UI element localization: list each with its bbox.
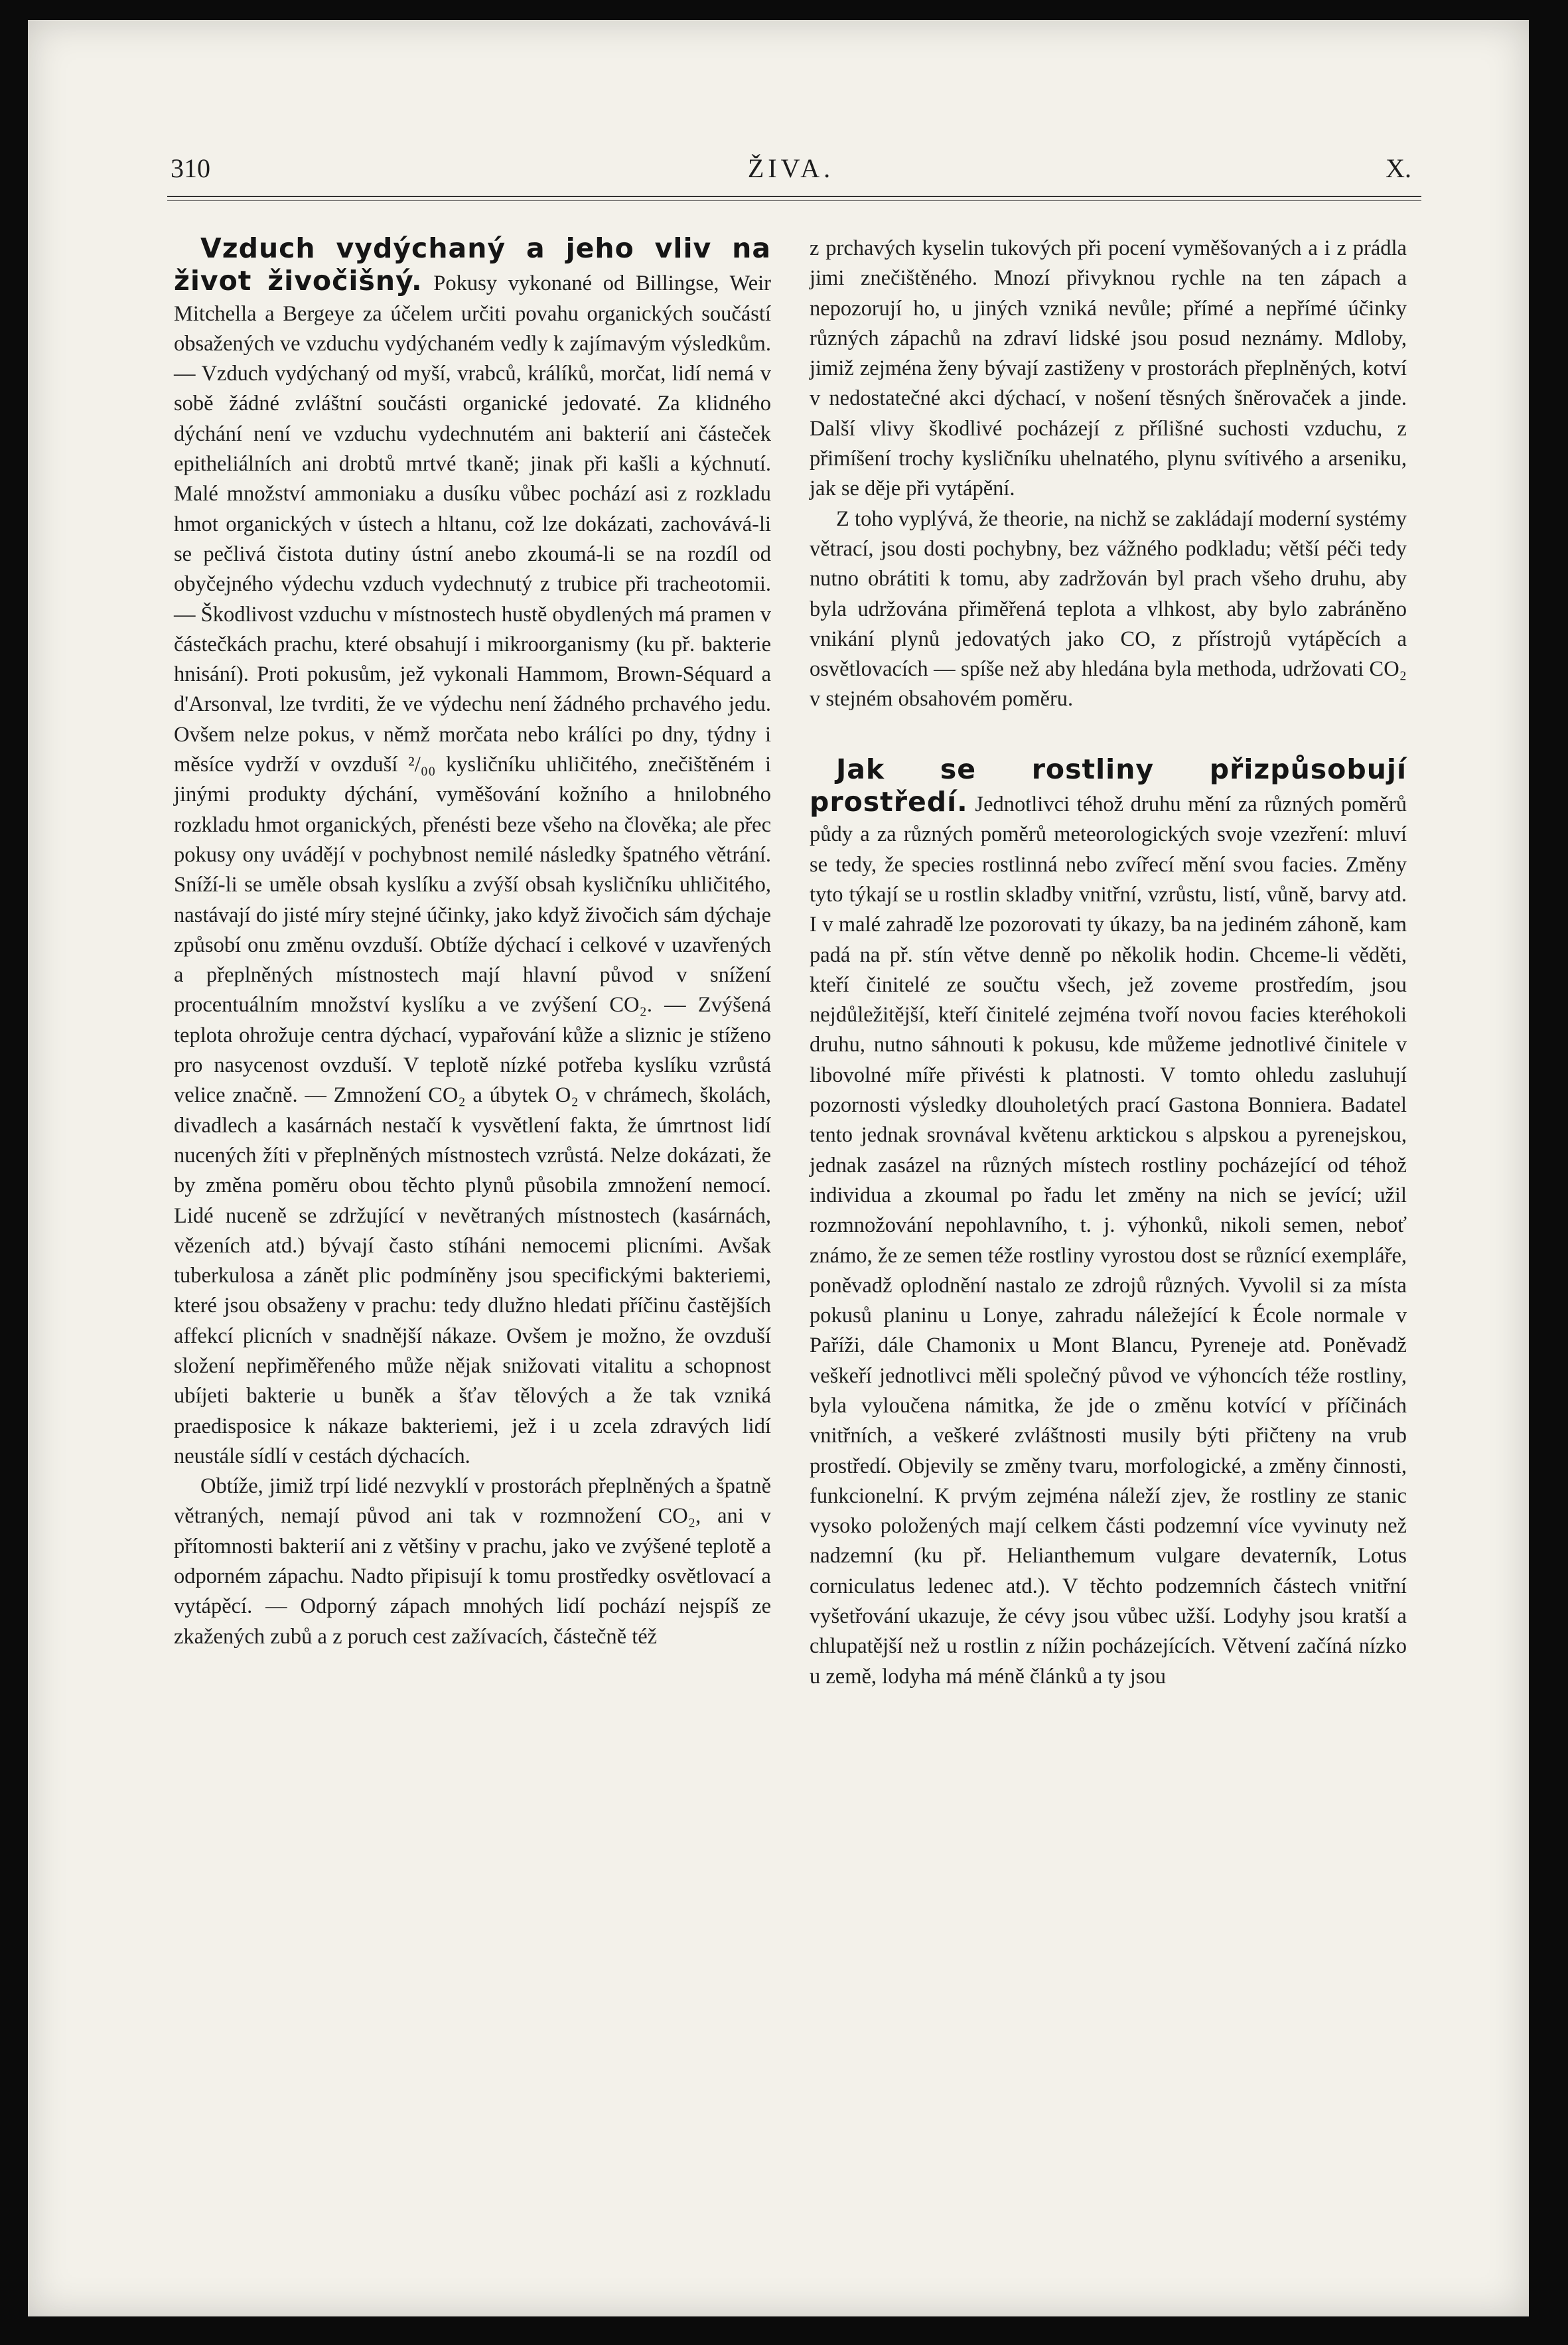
- body-text: kysličníku uhličitého, znečištěném i jinými produkty dýchání, vyměšování kožního a hnilobného rozkladu hmot organických, přenésti beze všeho na člověka; ale přec pokusy ony uvádějí v pochybnost nemilé následky špatného větrání. Sníží-li se uměle obsah kyslíku a zvýší obsah kysličníku uhličitého, nastávají do jisté míry stejné účinky, jako když živočich sám dýchaje způsobí onu změnu ovzduší. Obtíže dýchací i celkové v uzavřených a přeplněných místnostech mají hlavní původ v snížení procentuálním množství kyslíku a ve zvýšení: [174, 753, 771, 1018]
- formula-co2: CO₂: [609, 993, 647, 1018]
- page-number: 310: [171, 153, 210, 183]
- left-column: [174, 234, 771, 1652]
- body-text: Obtíže, jimiž trpí lidé nezvyklí v prostorách přeplněných a špatně větraných, nemají původ ani tak v rozmnožení: [174, 1474, 771, 1529]
- body-text: . — Zvýšená teplota ohrožuje centra dýchací, vypařování kůže a sliznic je stíženo pro nasycenost ovzduší. V teplotě nízké potřeba kyslíku vzrůstá velice značně. — Zmnožení: [174, 993, 771, 1108]
- journal-title: ŽIVA.: [747, 153, 835, 183]
- body-text: v chrámech, školách, divadlech a kasárnách nestačí k vysvětlení fakta, že úmrtnost lidí nucených žíti v přeplněných místnostech vzrůstá. Nelze dokázati, že by změna poměru obou těchto plynů působila zmnožení nemocí. Lidé nuceně se zdržující v nevětraných místnostech (kasárnách, vězeních atd.) bývají často stíháni nemocemi plicními. Avšak tuberkulosa a zánět plic podmíněny jsou specifickými bakteriemi, které jsou obsaženy v prachu: tedy dlužno hledati příčinu častějších affekcí plicních v snadnější nákaze. Ovšem je možno, že ovzduší složení nepřiměřeného může nějak snižovati vitalitu a schopnost ubíjeti bakterie u buněk a šťav tělových a že tak vzniká praedisposice k nákaze bakteriemi, jež i u zcela zdravých lidí neustále sídlí v cestách dýchacích.: [174, 1083, 772, 1468]
- article-heading-plants: Jak se rostliny přizpůsobují prostředí.: [810, 753, 1407, 818]
- per-mille-value: ²/₀₀: [408, 753, 436, 777]
- paragraph-conclusion: [810, 504, 1407, 715]
- header-rule: [167, 196, 1421, 197]
- paragraph-discomfort: [174, 1472, 771, 1652]
- right-column: [810, 234, 1407, 1692]
- body-text: Pokusy vykonané od Billingse, Weir Mitchella a Bergeye za účelem určiti povahu organických součástí obsažených ve vzduchu vydýchaném vedly k zajímavým výsledkům. — Vzduch vydýchaný od myší, vrabců, králíků, morčat, lidí nemá v sobě žádné zvláštní součásti organické jedovaté. Za klidného dýchání není ve vzduchu vydechnutém ani bakterií ani částeček epitheliálních ani drobtů mrtvé tkaně; jinak při kašli a kýchnutí. Malé množství ammoniaku a dusíku vůbec pochází asi z rozkladu hmot organických v ústech a hltanu, což lze dokázati, zachovává-li se pečlivá čistota dutiny ústní anebo zkoumá-li se na rozdíl od obyčejného výdechu vzduch vydechnutý z trubice při tracheotomii. — Škodlivost vzduchu v místnostech hustě obydlených má pramen v částečkách prachu, které obsahují i mikroorganismy (ku př. bakterie hnisání). Proti pokusům, jež vykonali Hammom, Brown-Séquard a d'Arsonval, lze tvrditi, že ve výdechu není žádného prchavého jedu. Ovšem nelze pokus, v němž morčata nebo králíci po dny, týdny i měsíce vydrží v ovzduší: [174, 271, 771, 777]
- header-rule-thin: [167, 200, 1421, 201]
- article-heading-exhaled-air: Vzduch vydýchaný a jeho vliv na život živočišný.: [174, 232, 771, 297]
- formula-co2: CO₂: [658, 1504, 696, 1529]
- paragraph-plants: [810, 755, 1407, 1692]
- body-text: v stejném obsahovém poměru.: [810, 687, 1074, 712]
- section-gap: [810, 715, 1407, 755]
- running-header: [171, 153, 1411, 192]
- body-text: a úbytek: [465, 1083, 555, 1108]
- formula-co2: CO₂: [1369, 657, 1407, 682]
- paragraph-exhaled-air: [174, 234, 771, 1472]
- body-text: z prchavých kyselin tukových při pocení vyměšovaných a i z prádla jimi znečištěného. Mnozí přivyknou rychle na ten zápach a nepozorují ho, u jiných vzniká nevůle; přímé a nepřímé účinky různých zápachů na zdraví lidské jsou posud neznámy. Mdloby, jimiž zejména ženy bývají zastiženy v prostorách přeplněných, kotví v nedostatečné akci dýchací, v nošení těsných šněrovaček a jinde. Další vlivy škodlivé pocházejí z přílišné suchosti vzduchu, z přimíšení trochy kysličníku uhelnatého, plynu svítivého a arseniku, jak se děje při vytápění.: [810, 236, 1407, 501]
- formula-o2: O₂: [555, 1083, 579, 1108]
- body-text: , ani v přítomnosti bakterií ani z většiny v prachu, jako ve zvýšené teplotě a odporném zápachu. Nadto připisují k tomu prostředky osvětlovací a vytápěcí. — Odporný zápach mnohých lidí pochází nejspíš ze zkažených zubů a z poruch cest zažívacích, částečně též: [174, 1504, 771, 1649]
- body-text: Z toho vyplývá, že theorie, na nichž se zakládají moderní systémy větrací, jsou dosti pochybny, bez vážného podkladu; větší péči tedy nutno obrátiti k tomu, aby zadržován byl prach všeho druhu, aby byla udržována přiměřená teplota a vlhkost, aby bylo zabráněno vnikání plynů jedovatých jako CO, z přístrojů vytápěcích a osvětlovacích — spíše než aby hledána byla methoda, udržovati: [810, 506, 1407, 682]
- formula-co2: CO₂: [428, 1083, 466, 1108]
- paragraph-continuation: [810, 234, 1407, 504]
- volume-number: X.: [1386, 153, 1411, 183]
- body-text: Jednotlivci téhož druhu mění za různých poměrů půdy a za různých poměrů meteorologických svoje vzezření: mluví se tedy, že species rostlinná nebo zvířecí mění svou facies. Změny tyto týkají se u rostlin skladby vnitřní, vzrůstu, listí, vůně, barvy atd. I v malé zahradě lze pozorovati ty úkazy, ba na jediném záhoně, kam padá na př. stín větve denně po několik hodin. Chceme-li věděti, kteří činitelé ze součtu všech, jež zoveme prostředím, jsou nejdůležitější, kteří činitelé zejména tvoří novou facies kteréhokoli druhu, nutno sáhnouti k pokusu, kde můžeme jednotlivé činitele v libovolné míře přivésti k platnosti. V tomto ohledu zasluhují pozornosti výsledky dlouholetých prací Gastona Bonniera. Badatel tento jednak srovnával květenu arktickou s alpskou a pyrenejskou, jednak zasázel na různých místech rostliny pocházející od téhož individua a zkoumal po řadu let změny na nich se jevící; užil rozmnožování nepohlavního, t. j. výhonků, nikoli semen, neboť známo, že ze semen téže rostliny vyrostou dost se různící exempláře, poněvadž oplodnění nastalo ze zdrojů různých. Vyvolil si za místa pokusů planinu u Lonye, zahradu náležející k École normale v Paříži, dále Chamonix u Mont Blancu, Pyreneje atd. Poněvadž veškeří jednotlivci měli společný původ ve výhoncích téže rostliny, byla vyloučena námitka, že jde o změnu kotvící v příčinách vnitřních, a veškeré zvláštnosti musily býti přičteny na vrub prostředí. Objevily se změny tvaru, morfologické, a změny činnosti, funkcionelní. K prvým zejména náleží zjev, že rostliny ze stanic vysoko položených mají celkem části podzemní více vyvinuty než nadzemní (ku př. Helianthemum vulgare devaterník, Lotus corniculatus ledenec atd.). V těchto podzemních částech vnitřní vyšetřování ukazuje, že cévy jsou vůbec užší. Lodyhy jsou kratší a chlupatější než u rostlin z nížin pocházejících. Větvení začíná nízko u země, lodyha má méně článků a ty jsou: [810, 793, 1407, 1689]
- scanned-page: [28, 20, 1529, 2316]
